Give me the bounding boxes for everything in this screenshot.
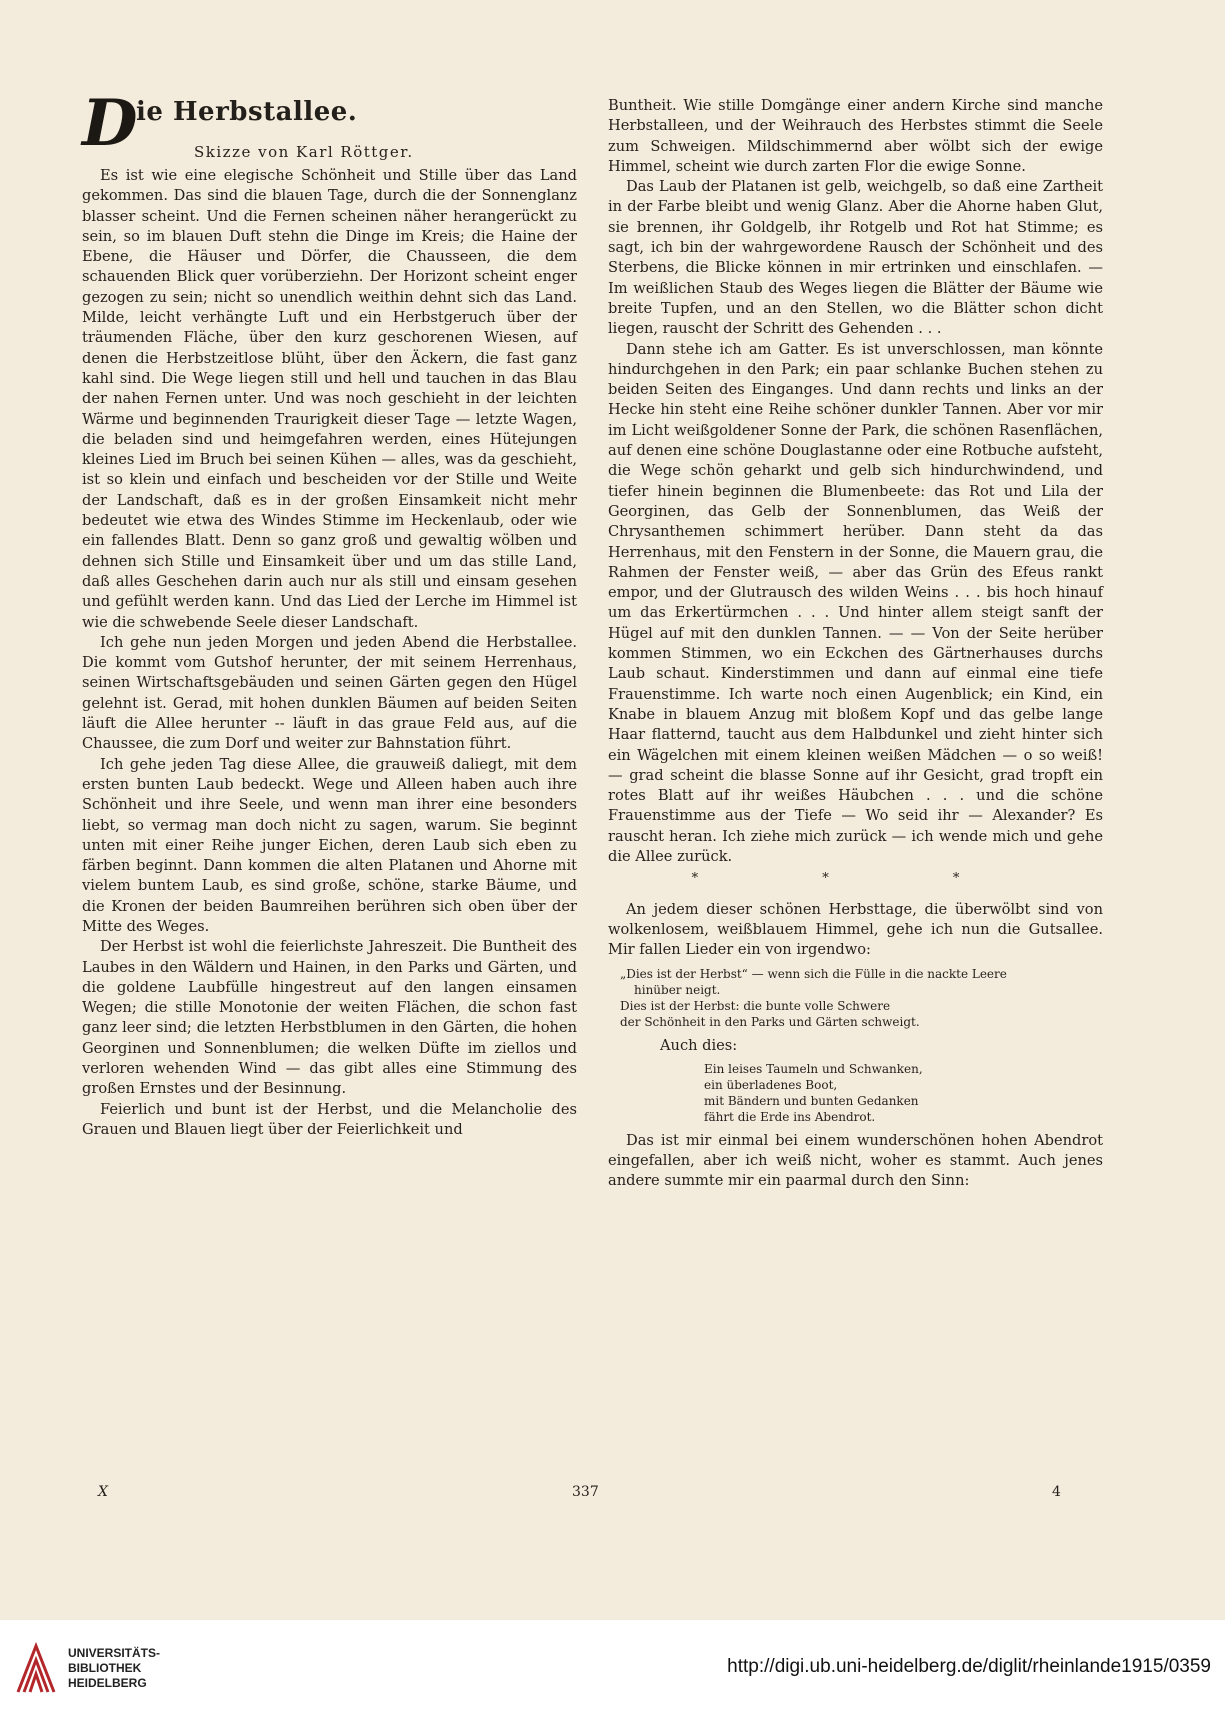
drop-cap: D xyxy=(82,86,138,161)
paragraph: Buntheit. Wie stille Domgänge einer andern Kirche sind manche Herbstalleen, und der Weihrauch des Herbstes stimmt die Seele zum Schweigen. Mildschimmernd aber wölbt sich der ewige Himmel, scheint wie durch zarten Flor die ewige Sonne. xyxy=(608,97,1103,175)
verse-intro: Auch dies: xyxy=(660,1037,738,1055)
verse-quote-1 xyxy=(620,966,1103,1030)
library-name-line: UNIVERSITÄTS- xyxy=(68,1646,161,1660)
paragraph: Dann stehe ich am Gatter. Es ist unverschlossen, man könnte hindurchgehen in den Park; ein paar schlanke Buchen stehen zu beiden Seiten des Einganges. Und dann rechts und links an der Hecke hin steht eine Reihe schöner dunkler Tannen. Aber vor mir im Licht weißgoldener Sonne der Park, die schönen Rasenflächen, auf denen eine schöne Douglastanne oder eine Rotbuche aufsteht, die Wege schön geharkt und gelb sich hindurchwindend, und tiefer hinein beginnen die Blumenbeete: das Rot und Lila der Georginen, das Gelb der Sonnenblumen, das Weiß der Chrysanthemen schimmert herüber. Dann steht da das Herrenhaus, mit den Fenstern in der Sonne, die Mauern grau, die Rahmen der Fenster weiß, — aber das Grün des Efeus rankt empor, und der Glutrausch des wilden Weins . . . bis hoch hinauf um das Erkertürmchen . . . Und hinter allem steigt sanft der Hügel auf mit den dunklen Tannen. — — Von der Seite herüber kommen Stimmen, wo ein Eckchen des Gärtnerhauses durchs Laub schaut. Kinderstimmen und dann auf einmal eine tiefe Frauenstimme. Ich warte noch einen Augenblick; ein Kind, ein Knabe in blauem Anzug mit bloßem Kopf und das gelbe lange Haar flatternd, taucht aus dem Halbdunkel und zieht hinter sich ein Wägelchen mit einem kleinen weißen Mädchen — o so weiß! — grad scheint die blasse Sonne auf ihr Gesicht, grad tropft ein rotes Blatt auf ihr weißes Häubchen . . . und die schöne Frauenstimme aus der Tiefe — Wo seid ihr — Alexander? Es rauscht heran. Ich ziehe mich zurück — ich wende mich und gehe die Allee zurück. xyxy=(608,340,1103,865)
source-url-link[interactable]: http://digi.ub.uni-heidelberg.de/diglit/rheinlande1915/0359 xyxy=(727,1656,1211,1677)
paragraph: Das Laub der Platanen ist gelb, weichgelb, so daß eine Zartheit in der Farbe bleibt und wenig Glanz. Aber die Ahorne haben Glut, sie brennen, ihr Goldgelb, ihr Rotgelb und Rot hat Stimme; es sagt, ich bin der wahrgewordene Rausch der Schönheit und des Sterbens, die Blicke können in mir ertrinken und einschlafen. — Im weißlichen Staub des Weges liegen die Blätter der Bäume wie breite Tupfen, und an den Stellen, wo die Blätter schon dicht liegen, rauscht der Schritt des Gehenden . . . xyxy=(608,178,1103,338)
university-library-logo-icon[interactable] xyxy=(14,1640,58,1696)
verse-quote-2 xyxy=(704,1061,1103,1125)
paragraph: Ich gehe jeden Tag diese Allee, die grauweiß daliegt, mit dem ersten bunten Laub bedeckt. Wege und Alleen haben auch ihre Schönheit und ihre Seele, und wenn man ihrer eine besonders liebt, so vermag man doch nicht zu sagen, warum. Sie beginnt unten mit einer Reihe junger Eichen, deren Laub sich eben zu färben beginnt. Dann kommen die alten Platanen und Ahorne mit vielem buntem Laub, es sind große, schöne, starke Bäume, und die Kronen der beiden Baumreihen berühren sich oben über der Mitte des Weges. xyxy=(82,755,577,935)
verse-line: Ein leises Taumeln und Schwanken, xyxy=(704,1061,923,1076)
paragraph: Ich gehe nun jeden Morgen und jeden Abend die Herbstallee. Die kommt vom Gutshof herunter, der mit seinem Herrenhaus, seinen Wirtschaftsgebäuden und seinen Gärten gegen den Hügel gelehnt ist. Gerad, mit hohen dunklen Bäumen auf beiden Seiten läuft die Allee herunter -- läuft in das graue Feld aus, auf die Chaussee, die zum Dorf und weiter zur Bahnstation führt. xyxy=(82,633,577,753)
paragraph: Der Herbst ist wohl die feierlichste Jahreszeit. Die Buntheit des Laubes in den Wäldern und Hainen, in den Parks und Gärten, und die goldene Laubfülle hingestreut auf den langen einsamen Wegen; die stille Monotonie der weiten Flächen, die schon fast ganz leer sind; die letzten Herbstblumen in den Gärten, die hohen Georginen und Sonnenblumen; die welken Düfte im ziellos und verloren wehenden Wind — das gibt alles eine Stimmung des großen Ernstes und der Besinnung. xyxy=(82,938,577,1098)
verse-line: fährt die Erde ins Abendrot. xyxy=(704,1109,876,1124)
library-name[interactable] xyxy=(68,1646,160,1691)
library-name-line: BIBLIOTHEK xyxy=(68,1661,142,1675)
verse-line: „Dies ist der Herbst“ — wenn sich die Fülle in die nackte Leere xyxy=(620,967,1007,982)
verse-line: hinüber neigt. xyxy=(634,983,721,998)
article-header xyxy=(82,86,577,166)
page-number: 337 xyxy=(572,1484,599,1500)
article-title: ie Herbstallee. xyxy=(136,97,358,127)
paragraph: Es ist wie eine elegische Schönheit und Stille über das Land gekommen. Das sind die blauen Tage, durch die der Sonnenglanz blasser scheint. Und die Fernen scheinen näher herangerückt zu sein, so im blauen Duft stehn die Dinge im Kreis; die Haine der Ebene, die Häuser und Dörfer, die Chausseen, die dem schauenden Blick quer vorüberziehn. Der Horizont scheint enger gezogen zu sein; nicht so unendlich weithin dehnt sich das Land. Milde, leicht verhängte Luft und ein Herbstgeruch über der träumenden Fläche, über den kurz geschorenen Wiesen, auf denen die Herbstzeitlose blüht, über den Äckern, die fast ganz kahl sind. Die Wege liegen still und hell und tauchen in das Blau der nahen Fernen unter. Und was noch geschieht in der leichten Wärme und beginnenden Traurigkeit dieser Tage — letzte Wagen, die beladen sind und heimgefahren werden, eines Hütejungen kleines Lied im Bruch bei seinen Kühen — alles, was da geschieht, ist so klein und einfach und bescheiden vor der Stille und Weite der Landschaft, daß es in der großen Einsamkeit nicht mehr bedeutet wie etwa des Windes Stimme im Heckenlaub, oder wie ein fallendes Blatt. Denn so ganz groß und gewaltig wölben und dehnen sich Stille und Einsamkeit über und um das stille Land, daß alles Geschehen darin auch nur als still und einsam gesehen und gefühlt werden kann. Und das Lied der Lerche im Himmel ist wie die schwebende Seele dieser Landschaft. xyxy=(82,167,577,631)
library-name-line: HEIDELBERG xyxy=(68,1676,147,1690)
paragraph: Das ist mir einmal bei einem wunderschönen hohen Abendrot eingefallen, aber ich weiß nicht, woher es stammt. Auch jenes andere summte mir ein paarmal durch den Sinn: xyxy=(608,1131,1103,1190)
section-separator: * * * xyxy=(691,871,1020,887)
verse-line: ein überladenes Boot, xyxy=(704,1077,838,1092)
paragraph: Feierlich und bunt ist der Herbst, und die Melancholie des Grauen und Blauen liegt über der Feierlichkeit und xyxy=(82,1100,577,1138)
verse-line: Dies ist der Herbst: die bunte volle Schwere xyxy=(620,999,891,1014)
verse-line: der Schönheit in den Parks und Gärten schweigt. xyxy=(620,1015,920,1030)
volume-number: X xyxy=(98,1484,108,1500)
article-byline: Skizze von Karl Röttger. xyxy=(194,143,414,161)
signature-mark: 4 xyxy=(1052,1484,1061,1500)
left-column xyxy=(82,86,577,1140)
verse-line: mit Bändern und bunten Gedanken xyxy=(704,1093,919,1108)
paragraph: An jedem dieser schönen Herbsttage, die überwölbt sind von wolkenlosem, weißblauem Himmel, gehe ich nun die Gutsallee. Mir fallen Lieder ein von irgendwo: xyxy=(608,900,1103,959)
right-column xyxy=(608,96,1103,1192)
